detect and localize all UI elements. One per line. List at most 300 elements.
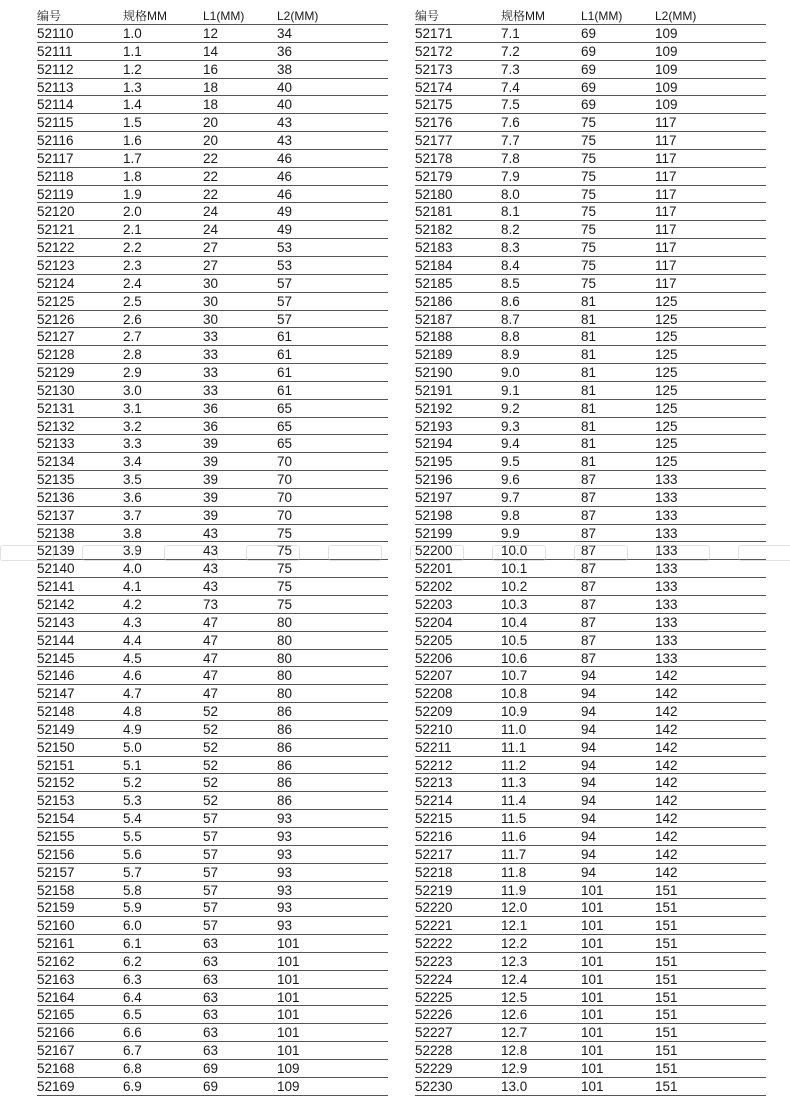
cell-l2: 80	[277, 668, 293, 684]
spec-table-right	[415, 7, 766, 1096]
cell-l1: 87	[581, 632, 597, 648]
cell-spec: 2.3	[123, 257, 142, 273]
cell-l1: 94	[581, 668, 597, 684]
cell-l2: 117	[655, 115, 677, 131]
table-row	[415, 43, 766, 61]
cell-spec: 3.5	[123, 472, 142, 488]
cell-l1: 94	[581, 864, 597, 880]
table-row	[37, 79, 388, 97]
cell-l2: 46	[277, 186, 293, 202]
table-row	[37, 828, 388, 846]
cell-l2: 80	[277, 650, 293, 666]
cell-l1: 27	[203, 257, 219, 273]
cell-spec: 7.7	[501, 133, 520, 149]
table-row	[37, 864, 388, 882]
cell-spec: 11.5	[501, 811, 527, 827]
cell-code: 52185	[415, 275, 453, 291]
cell-l2: 142	[655, 846, 678, 862]
table-row	[415, 989, 766, 1007]
cell-l2: 80	[277, 632, 293, 648]
cell-l1: 63	[203, 1025, 219, 1041]
table-row	[415, 560, 766, 578]
table-row	[37, 971, 388, 989]
cell-spec: 4.6	[123, 668, 142, 684]
cell-spec: 10.7	[501, 668, 528, 684]
cell-spec: 5.8	[123, 882, 142, 898]
cell-l1: 22	[203, 168, 219, 184]
cell-l1: 47	[203, 632, 219, 648]
cell-l2: 86	[277, 775, 293, 791]
cell-code: 52212	[415, 757, 453, 773]
table-row	[415, 846, 766, 864]
table-row	[415, 25, 766, 43]
cell-l2: 80	[277, 686, 293, 702]
table-row	[415, 578, 766, 596]
table-row	[37, 239, 388, 257]
cell-l1: 43	[203, 543, 219, 559]
table-row	[415, 828, 766, 846]
table-row	[37, 810, 388, 828]
cell-code: 52210	[415, 721, 453, 737]
cell-l1: 75	[581, 240, 597, 256]
cell-l1: 94	[581, 811, 597, 827]
cell-l2: 117	[655, 275, 677, 291]
cell-l1: 101	[581, 971, 604, 987]
table-row	[415, 489, 766, 507]
cell-l2: 117	[655, 204, 677, 220]
cell-l2: 70	[277, 489, 293, 505]
cell-code: 52220	[415, 900, 453, 916]
cell-code: 52188	[415, 329, 453, 345]
cell-spec: 7.2	[501, 43, 520, 59]
cell-l1: 47	[203, 650, 219, 666]
cell-code: 52130	[37, 382, 75, 398]
cell-code: 52207	[415, 668, 453, 684]
cell-l2: 125	[655, 418, 678, 434]
cell-l2: 142	[655, 739, 678, 755]
cell-code: 52142	[37, 597, 75, 612]
cell-spec: 9.1	[501, 382, 520, 398]
cell-spec: 4.3	[123, 614, 142, 630]
cell-spec: 5.4	[123, 811, 142, 827]
cell-code: 52155	[37, 828, 75, 844]
table-row	[415, 186, 766, 204]
cell-spec: 1.5	[123, 115, 142, 131]
cell-code: 52156	[37, 846, 75, 862]
table-row	[415, 935, 766, 953]
cell-l2: 70	[277, 454, 293, 470]
cell-l2: 65	[277, 400, 293, 416]
cell-code: 52182	[415, 222, 453, 238]
cell-spec: 8.8	[501, 329, 520, 345]
cell-spec: 6.9	[123, 1078, 142, 1094]
cell-l2: 109	[655, 61, 678, 77]
cell-code: 52113	[37, 79, 74, 95]
header-l2: L2(MM)	[277, 9, 319, 23]
cell-code: 52144	[37, 632, 75, 648]
cell-l1: 81	[581, 329, 597, 345]
cell-l1: 69	[203, 1060, 219, 1076]
cell-l2: 142	[655, 864, 678, 880]
cell-code: 52189	[415, 347, 453, 363]
cell-code: 52164	[37, 989, 75, 1005]
cell-l2: 75	[277, 543, 293, 559]
cell-spec: 9.0	[501, 365, 520, 381]
cell-spec: 11.2	[501, 757, 527, 773]
cell-l2: 109	[655, 26, 678, 41]
table-row	[415, 899, 766, 917]
table-row	[415, 168, 766, 186]
table-row	[415, 150, 766, 168]
table-row	[415, 703, 766, 721]
cell-code: 52223	[415, 953, 453, 969]
cell-code: 52141	[37, 579, 75, 595]
cell-spec: 8.4	[501, 257, 520, 273]
cell-l1: 52	[203, 721, 219, 737]
table-row	[37, 757, 388, 775]
cell-l1: 47	[203, 614, 219, 630]
cell-l2: 151	[655, 1007, 678, 1023]
cell-l2: 142	[655, 668, 678, 684]
cell-l2: 151	[655, 971, 678, 987]
cell-code: 52216	[415, 828, 453, 844]
cell-spec: 9.5	[501, 454, 520, 470]
table-row	[415, 757, 766, 775]
cell-code: 52225	[415, 989, 453, 1005]
table-row	[415, 382, 766, 400]
cell-l1: 101	[581, 1043, 604, 1059]
cell-l1: 69	[581, 26, 597, 41]
cell-spec: 6.5	[123, 1007, 142, 1023]
table-row	[37, 632, 388, 650]
cell-code: 52138	[37, 525, 75, 541]
cell-spec: 10.2	[501, 579, 528, 595]
cell-code: 52162	[37, 953, 75, 969]
cell-code: 52120	[37, 204, 75, 220]
cell-code: 52180	[415, 186, 453, 202]
table-row	[415, 275, 766, 293]
cell-code: 52191	[415, 382, 453, 398]
cell-l2: 101	[277, 1007, 300, 1023]
cell-code: 52215	[415, 811, 453, 827]
table-row	[37, 774, 388, 792]
cell-l2: 43	[277, 115, 293, 131]
cell-l2: 57	[277, 293, 293, 309]
cell-code: 52112	[37, 61, 74, 77]
cell-l1: 69	[581, 97, 597, 113]
cell-l2: 49	[277, 204, 293, 220]
table-row	[415, 542, 766, 560]
cell-spec: 9.4	[501, 436, 520, 452]
table-row	[37, 328, 388, 346]
table-row	[37, 150, 388, 168]
table-row	[415, 917, 766, 935]
cell-code: 52127	[37, 329, 75, 345]
cell-spec: 7.6	[501, 115, 520, 131]
cell-spec: 7.4	[501, 79, 520, 95]
cell-l1: 75	[581, 186, 597, 202]
table-row	[415, 203, 766, 221]
cell-l1: 81	[581, 293, 597, 309]
cell-code: 52181	[415, 204, 453, 220]
cell-code: 52110	[37, 26, 74, 41]
cell-spec: 2.9	[123, 365, 142, 381]
cell-code: 52116	[37, 133, 74, 149]
cell-spec: 4.2	[123, 597, 142, 612]
cell-l1: 94	[581, 846, 597, 862]
table-row	[415, 953, 766, 971]
cell-code: 52153	[37, 793, 75, 809]
table-row	[415, 114, 766, 132]
cell-l1: 33	[203, 329, 219, 345]
cell-spec: 7.5	[501, 97, 520, 113]
cell-l2: 75	[277, 579, 293, 595]
cell-l2: 151	[655, 918, 678, 934]
cell-l1: 52	[203, 775, 219, 791]
cell-l1: 24	[203, 204, 219, 220]
cell-spec: 8.3	[501, 240, 520, 256]
cell-spec: 1.4	[123, 97, 142, 113]
table-row	[37, 61, 388, 79]
cell-l2: 151	[655, 882, 678, 898]
cell-l2: 86	[277, 793, 293, 809]
table-header	[415, 7, 766, 25]
cell-l1: 63	[203, 1043, 219, 1059]
cell-l2: 65	[277, 418, 293, 434]
cell-l1: 52	[203, 739, 219, 755]
cell-l2: 40	[277, 97, 293, 113]
cell-l1: 87	[581, 614, 597, 630]
table-row	[37, 293, 388, 311]
cell-l2: 117	[655, 257, 677, 273]
cell-l2: 142	[655, 793, 678, 809]
cell-l2: 101	[277, 936, 300, 952]
table-row	[37, 792, 388, 810]
cell-code: 52203	[415, 597, 453, 612]
cell-l2: 133	[655, 579, 678, 595]
cell-l2: 101	[277, 971, 300, 987]
cell-spec: 8.1	[501, 204, 520, 220]
cell-l1: 101	[581, 882, 604, 898]
cell-l2: 133	[655, 650, 678, 666]
table-row	[415, 971, 766, 989]
table-row	[37, 614, 388, 632]
cell-spec: 8.2	[501, 222, 520, 238]
cell-code: 52226	[415, 1007, 453, 1023]
cell-code: 52209	[415, 704, 453, 720]
cell-l2: 38	[277, 61, 293, 77]
table-body	[37, 25, 388, 1096]
cell-code: 52200	[415, 543, 453, 559]
cell-l1: 63	[203, 1007, 219, 1023]
cell-l1: 94	[581, 704, 597, 720]
cell-code: 52175	[415, 97, 453, 113]
cell-l2: 142	[655, 828, 678, 844]
table-row	[415, 721, 766, 739]
cell-l1: 43	[203, 525, 219, 541]
table-row	[37, 560, 388, 578]
cell-spec: 2.6	[123, 311, 142, 327]
cell-l2: 109	[277, 1060, 300, 1076]
cell-spec: 5.1	[123, 757, 142, 773]
cell-l2: 46	[277, 168, 293, 184]
cell-l1: 101	[581, 1025, 604, 1041]
cell-spec: 10.1	[501, 561, 528, 577]
table-row	[415, 1078, 766, 1096]
cell-code: 52159	[37, 900, 75, 916]
cell-code: 52172	[415, 43, 453, 59]
cell-spec: 4.5	[123, 650, 142, 666]
cell-code: 52202	[415, 579, 453, 595]
table-row	[415, 864, 766, 882]
cell-spec: 10.5	[501, 632, 528, 648]
cell-code: 52136	[37, 489, 75, 505]
cell-l1: 87	[581, 507, 597, 523]
cell-code: 52140	[37, 561, 75, 577]
cell-code: 52187	[415, 311, 453, 327]
cell-l2: 53	[277, 257, 293, 273]
cell-l2: 125	[655, 311, 678, 327]
cell-spec: 4.7	[123, 686, 142, 702]
cell-spec: 2.1	[123, 222, 142, 238]
cell-l1: 69	[203, 1078, 219, 1094]
cell-l1: 39	[203, 436, 219, 452]
cell-spec: 7.1	[501, 26, 520, 41]
cell-spec: 2.5	[123, 293, 142, 309]
cell-spec: 12.8	[501, 1043, 528, 1059]
cell-l2: 117	[655, 150, 677, 166]
cell-spec: 3.4	[123, 454, 142, 470]
cell-l1: 36	[203, 418, 219, 434]
table-row	[37, 364, 388, 382]
cell-l2: 142	[655, 757, 678, 773]
cell-code: 52139	[37, 543, 75, 559]
cell-l1: 20	[203, 115, 219, 131]
cell-l2: 133	[655, 525, 678, 541]
table-row	[37, 685, 388, 703]
header-l1: L1(MM)	[581, 9, 623, 23]
cell-l2: 101	[277, 989, 300, 1005]
cell-code: 52160	[37, 918, 75, 934]
cell-l1: 43	[203, 579, 219, 595]
cell-spec: 11.7	[501, 846, 527, 862]
cell-code: 52186	[415, 293, 453, 309]
cell-l1: 52	[203, 757, 219, 773]
table-row	[37, 507, 388, 525]
cell-l1: 27	[203, 240, 219, 256]
cell-code: 52134	[37, 454, 75, 470]
table-row	[415, 453, 766, 471]
cell-l1: 43	[203, 561, 219, 577]
table-row	[415, 739, 766, 757]
cell-l1: 47	[203, 668, 219, 684]
table-row	[37, 382, 388, 400]
cell-l2: 86	[277, 704, 293, 720]
cell-l2: 93	[277, 900, 293, 916]
cell-l1: 87	[581, 579, 597, 595]
cell-l2: 101	[277, 953, 300, 969]
table-row	[415, 418, 766, 436]
cell-code: 52166	[37, 1025, 75, 1041]
cell-l1: 36	[203, 400, 219, 416]
cell-l2: 117	[655, 240, 677, 256]
cell-l2: 86	[277, 739, 293, 755]
cell-spec: 2.4	[123, 275, 142, 291]
cell-code: 52219	[415, 882, 453, 898]
cell-spec: 1.8	[123, 168, 142, 184]
cell-l2: 61	[277, 347, 293, 363]
cell-code: 52157	[37, 864, 75, 880]
cell-spec: 12.3	[501, 953, 528, 969]
cell-spec: 11.6	[501, 828, 527, 844]
cell-code: 52125	[37, 293, 75, 309]
cell-l1: 81	[581, 311, 597, 327]
cell-l1: 12	[203, 26, 219, 41]
cell-spec: 12.7	[501, 1025, 528, 1041]
cell-l2: 109	[277, 1078, 300, 1094]
cell-code: 52147	[37, 686, 75, 702]
cell-l1: 63	[203, 953, 219, 969]
cell-code: 52176	[415, 115, 453, 131]
cell-spec: 10.3	[501, 597, 528, 612]
cell-l2: 93	[277, 882, 293, 898]
cell-spec: 5.7	[123, 864, 142, 880]
cell-l1: 81	[581, 454, 597, 470]
cell-code: 52111	[37, 43, 73, 59]
cell-l1: 63	[203, 936, 219, 952]
cell-code: 52119	[37, 186, 74, 202]
cell-l2: 142	[655, 721, 678, 737]
cell-spec: 10.6	[501, 650, 528, 666]
cell-code: 52146	[37, 668, 75, 684]
table-row	[415, 311, 766, 329]
cell-code: 52137	[37, 507, 75, 523]
cell-l2: 125	[655, 382, 678, 398]
table-row	[415, 328, 766, 346]
cell-l2: 151	[655, 1078, 678, 1094]
table-body	[415, 25, 766, 1096]
table-row	[37, 667, 388, 685]
cell-code: 52161	[37, 936, 75, 952]
cell-code: 52205	[415, 632, 453, 648]
table-row	[415, 435, 766, 453]
table-row	[37, 703, 388, 721]
cell-code: 52128	[37, 347, 75, 363]
table-row	[37, 471, 388, 489]
cell-l1: 57	[203, 811, 219, 827]
cell-l1: 75	[581, 257, 597, 273]
cell-spec: 11.3	[501, 775, 527, 791]
cell-spec: 11.1	[501, 739, 527, 755]
cell-l2: 133	[655, 543, 678, 559]
cell-spec: 4.8	[123, 704, 142, 720]
table-row	[37, 25, 388, 43]
cell-code: 52145	[37, 650, 75, 666]
cell-code: 52221	[415, 918, 453, 934]
cell-code: 52195	[415, 454, 453, 470]
cell-code: 52224	[415, 971, 453, 987]
table-row	[415, 774, 766, 792]
table-row	[37, 435, 388, 453]
cell-code: 52228	[415, 1043, 453, 1059]
cell-l2: 40	[277, 79, 293, 95]
cell-spec: 2.8	[123, 347, 142, 363]
table-row	[37, 418, 388, 436]
cell-code: 52229	[415, 1060, 453, 1076]
table-row	[37, 989, 388, 1007]
cell-l2: 151	[655, 953, 678, 969]
cell-code: 52121	[37, 222, 75, 238]
